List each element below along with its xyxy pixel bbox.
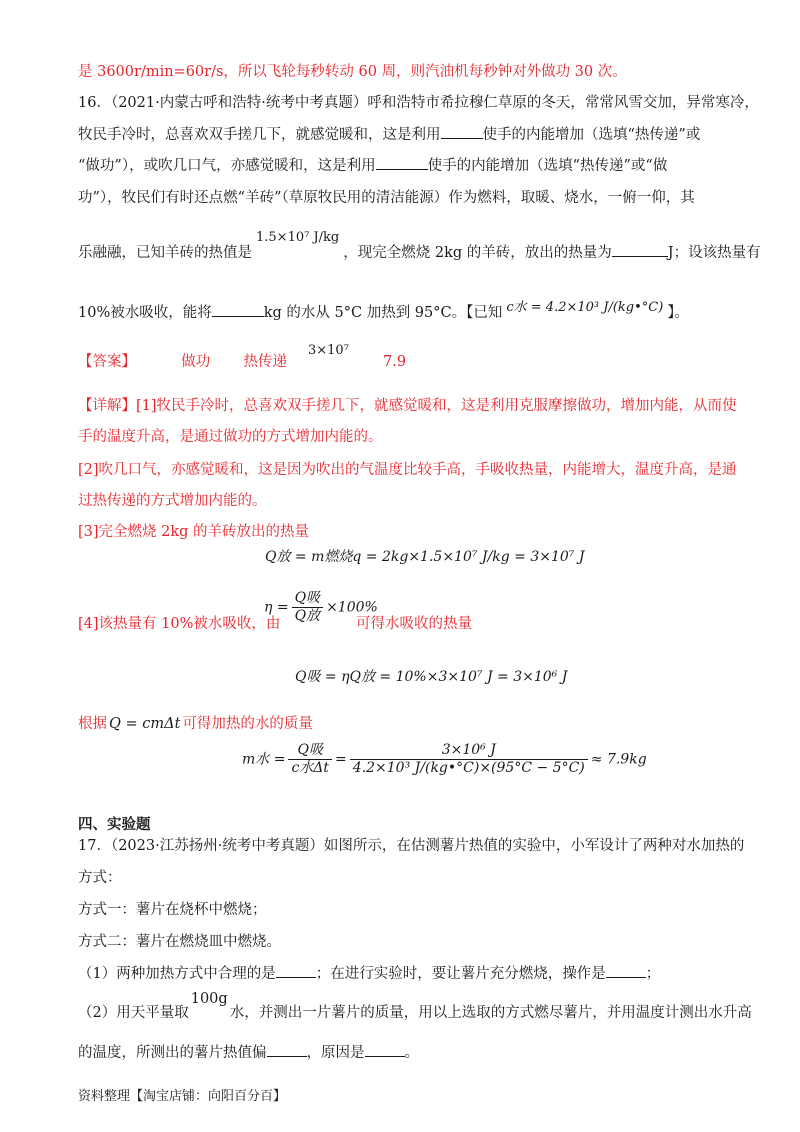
fraction-denominator: Q放 — [294, 608, 321, 624]
fraction-numerator: Q吸 — [288, 742, 332, 760]
specific-heat: c水 = 4.2×10³ J/(kg•°C) — [506, 300, 664, 315]
q17-text: 水，并测出一片薯片的质量，用以上选取的方式燃尽薯片，并用温度计测出水升高 — [229, 1005, 752, 1021]
q17-text: ；在进行实验时，要让薯片充分燃烧，操作是 — [315, 966, 606, 982]
q17-sub3 — [78, 1042, 419, 1063]
answer-line — [78, 352, 287, 372]
equation-3 — [242, 742, 647, 777]
q17-text: （2）用天平量取 — [78, 1005, 189, 1021]
q17-sub1 — [78, 963, 660, 984]
answer-blank — [276, 963, 316, 978]
q16-text: 牧民手冷时，总喜欢双手搓几下，就感觉暖和，这是利用 — [78, 127, 441, 143]
explain-p3: [3]完全燃烧 2kg 的羊砖放出的热量 — [78, 524, 310, 540]
q17-way2: 方式二：薯片在燃烧皿中燃烧。 — [78, 934, 281, 950]
answer-blank — [441, 124, 483, 139]
eq3-result: ≈ 7.9kg — [590, 751, 647, 768]
percent-factor: ×100% — [326, 599, 378, 616]
answer-3: 3×10⁷ — [308, 343, 349, 358]
eq3-fraction-1 — [288, 742, 332, 777]
explain-p2a: [2]吹几口气，亦感觉暖和，这是因为吹出的气温度比较手高，手吸收热量，内能增大，温度升高，是通 — [78, 462, 737, 478]
q16-text: J；设该热量有 — [667, 245, 761, 261]
efficiency-fraction — [292, 590, 323, 625]
q17-text: 的温度，所测出的薯片热值偏 — [78, 1045, 267, 1061]
q17-text: ，原因是 — [306, 1045, 365, 1061]
eq3-left: m水 = — [242, 751, 286, 768]
explain-text: 可得加热的水的质量 — [182, 716, 313, 732]
explain-p4-right: 可得水吸收的热量 — [356, 616, 472, 632]
q16-text: ，现完全燃烧 2kg 的羊砖，放出的热量为 — [343, 245, 612, 261]
explain-p4-left: [4]该热量有 10%被水吸收，由 — [78, 616, 281, 632]
q16-text: 乐融融，已知羊砖的热值是 — [78, 245, 252, 261]
answer-blank — [267, 1042, 307, 1057]
q17-text: 。 — [404, 1045, 419, 1061]
q16-text: 10%被水吸收，能将 — [78, 305, 212, 321]
eq3-equals: = — [335, 751, 347, 768]
answer-blank — [365, 1042, 405, 1057]
footer-credit: 资料整理【淘宝店铺：向阳百分百】 — [78, 1089, 287, 1104]
q16-line3 — [78, 155, 667, 176]
answer-blank — [376, 155, 428, 170]
fraction-numerator: 3×10⁶ J — [350, 742, 588, 760]
fraction-numerator: Q吸 — [292, 590, 323, 608]
q16-line1: 16．（2021·内蒙古呼和浩特·统考中考真题）呼和浩特市希拉穆仁草原的冬天，常常风雪交加，异常寒冷， — [78, 95, 759, 111]
q16-line4: 功”），牧民们有时还点燃“羊砖”（草原牧民用的清洁能源）作为燃料，取暖、烧水，一俯一仰，其 — [78, 190, 695, 206]
answer-1: 做功 — [181, 354, 211, 370]
section-title: 四、实验题 — [78, 817, 151, 833]
fraction-denominator: c水Δt — [291, 760, 330, 776]
q16-line6 — [78, 302, 689, 324]
q17-text: ； — [645, 966, 661, 982]
answer-blank — [606, 963, 646, 978]
answer-4: 7.9 — [383, 354, 407, 370]
q16-text: 】。 — [667, 305, 690, 321]
answer-blank — [212, 302, 264, 317]
mass-value: 100g — [190, 991, 228, 1007]
explain-p5 — [78, 714, 313, 734]
answer-label: 【答案】 — [78, 354, 136, 370]
q16-text: “做功”），或吹几口气，亦感觉暖和，这是利用 — [78, 158, 376, 174]
q17-line2: 方式： — [78, 870, 122, 886]
eq3-fraction-2 — [350, 742, 588, 777]
eta-symbol: η = — [264, 599, 289, 616]
explain-label: 【详解】 — [78, 398, 136, 414]
explain-p1b: 手的温度升高，是通过做功的方式增加内能的。 — [78, 429, 383, 445]
prev-answer-tail: 是 3600r/min=60r/s，所以飞轮每秒转动 60 周，则汽油机每秒钟对外做功 30 次。 — [78, 64, 627, 80]
equation-1: Q放 = m燃烧q = 2kg×1.5×10⁷ J/kg = 3×10⁷ J — [265, 549, 585, 565]
explain-text: 根据 — [78, 716, 107, 732]
heat-value: 1.5×10⁷ J/kg — [256, 230, 340, 245]
q16-text: kg 的水从 5°C 加热到 95°C。【已知 — [263, 305, 503, 321]
q17-line1: 17．（2023·江苏扬州·统考中考真题）如图所示，在估测薯片热值的实验中，小军设计了两种对水加热的 — [78, 838, 745, 854]
q16-text: 使手的内能增加（选填“热传递”或“做 — [427, 158, 668, 174]
fraction-denominator: 4.2×10³ J/(kg•°C)×(95°C − 5°C) — [352, 760, 585, 776]
answer-2: 热传递 — [243, 354, 287, 370]
explain-text: [1]牧民手冷时，总喜欢双手搓几下，就感觉暖和，这是利用克服摩擦做功，增加内能，从而使 — [136, 398, 737, 414]
answer-blank — [612, 242, 668, 257]
q17-way1: 方式一：薯片在烧杯中燃烧； — [78, 902, 267, 918]
explain-p2b: 过热传递的方式增加内能的。 — [78, 493, 267, 509]
q16-line2 — [78, 124, 700, 145]
q16-line5 — [78, 230, 761, 264]
formula: Q = cmΔt — [109, 716, 181, 732]
equation-2: Q吸 = ηQ放 = 10%×3×10⁷ J = 3×10⁶ J — [295, 669, 568, 685]
explain-p1a — [78, 396, 737, 416]
q17-text: （1）两种加热方式中合理的是 — [78, 966, 276, 982]
q16-text: 使手的内能增加（选填“热传递”或 — [482, 127, 701, 143]
q17-sub2 — [78, 991, 752, 1023]
